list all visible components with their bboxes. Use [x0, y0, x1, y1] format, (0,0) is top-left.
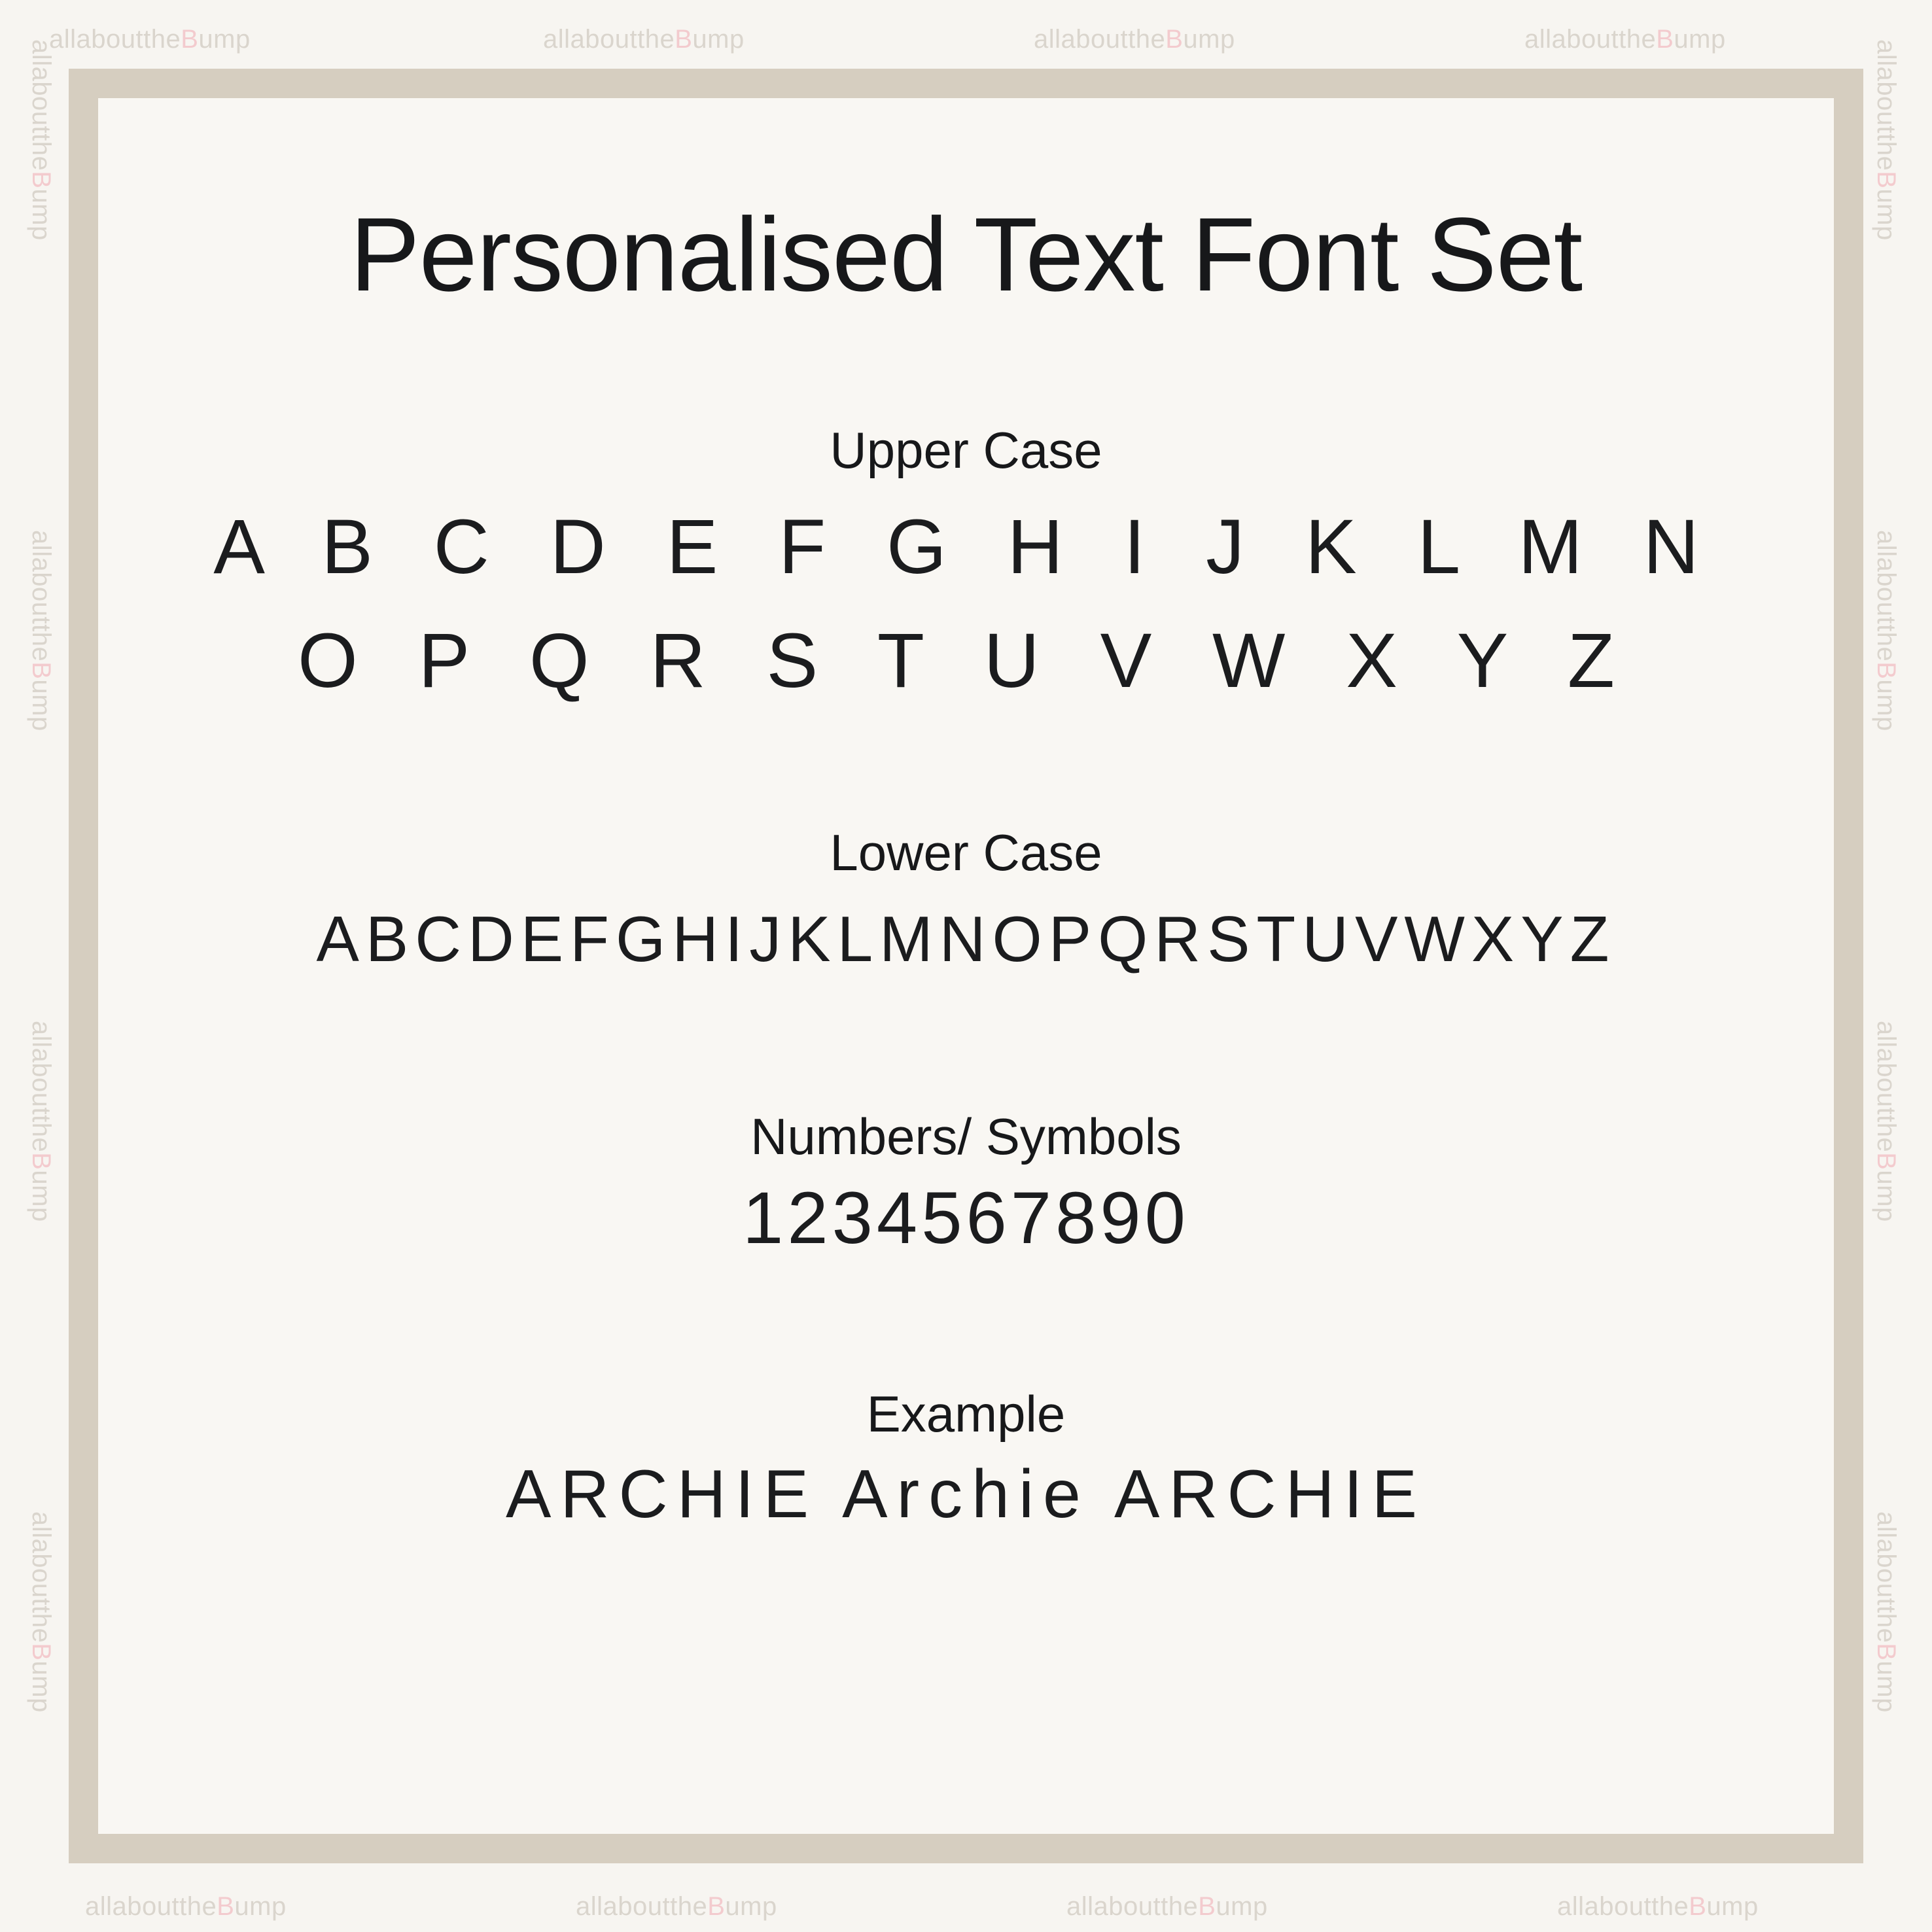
watermark-text: allabouttheBump	[27, 1511, 56, 1713]
watermark-text: allabouttheBump	[576, 1892, 777, 1921]
lowercase-glyph-row: ABCDEFGHIJKLMNOPQRSTUVWXYZ	[316, 903, 1616, 975]
watermark-text: allabouttheBump	[1872, 39, 1901, 241]
watermark-text: allabouttheBump	[1872, 530, 1901, 731]
section-heading-upper-case: Upper Case	[830, 421, 1102, 479]
example-glyph-row: ARCHIE Archie ARCHIE	[506, 1456, 1426, 1532]
section-numbers-symbols	[98, 1107, 1834, 1260]
numbers-glyph-row: 1234567890	[743, 1177, 1189, 1259]
watermark-text: allabouttheBump	[27, 530, 56, 731]
watermark-text: allabouttheBump	[1524, 25, 1726, 54]
watermark-text: allabouttheBump	[1034, 25, 1235, 54]
section-heading-example: Example	[866, 1385, 1066, 1443]
watermark-text: allabouttheBump	[1066, 1892, 1268, 1921]
watermark-text: allabouttheBump	[1557, 1892, 1759, 1921]
section-upper-case	[98, 421, 1834, 705]
section-lower-case	[98, 823, 1834, 976]
section-heading-numbers-symbols: Numbers/ Symbols	[750, 1108, 1182, 1165]
watermark-text: allabouttheBump	[27, 1021, 56, 1222]
card-border	[69, 69, 1863, 1863]
font-specimen-card	[98, 98, 1834, 1834]
uppercase-glyph-row-1: A B C D E F G H I J K L M N	[213, 504, 1719, 590]
watermark-text: allabouttheBump	[27, 39, 56, 241]
section-example	[98, 1384, 1834, 1534]
watermark-text: allabouttheBump	[85, 1892, 287, 1921]
page-title: Personalised Text Font Set	[349, 196, 1583, 313]
section-heading-lower-case: Lower Case	[830, 824, 1102, 881]
watermark-text: allabouttheBump	[1872, 1021, 1901, 1222]
watermark-text: allabouttheBump	[49, 25, 251, 54]
uppercase-glyph-row-2: O P Q R S T U V W X Y Z	[297, 618, 1635, 704]
watermark-text: allabouttheBump	[543, 25, 745, 54]
watermark-text: allabouttheBump	[1872, 1511, 1901, 1713]
